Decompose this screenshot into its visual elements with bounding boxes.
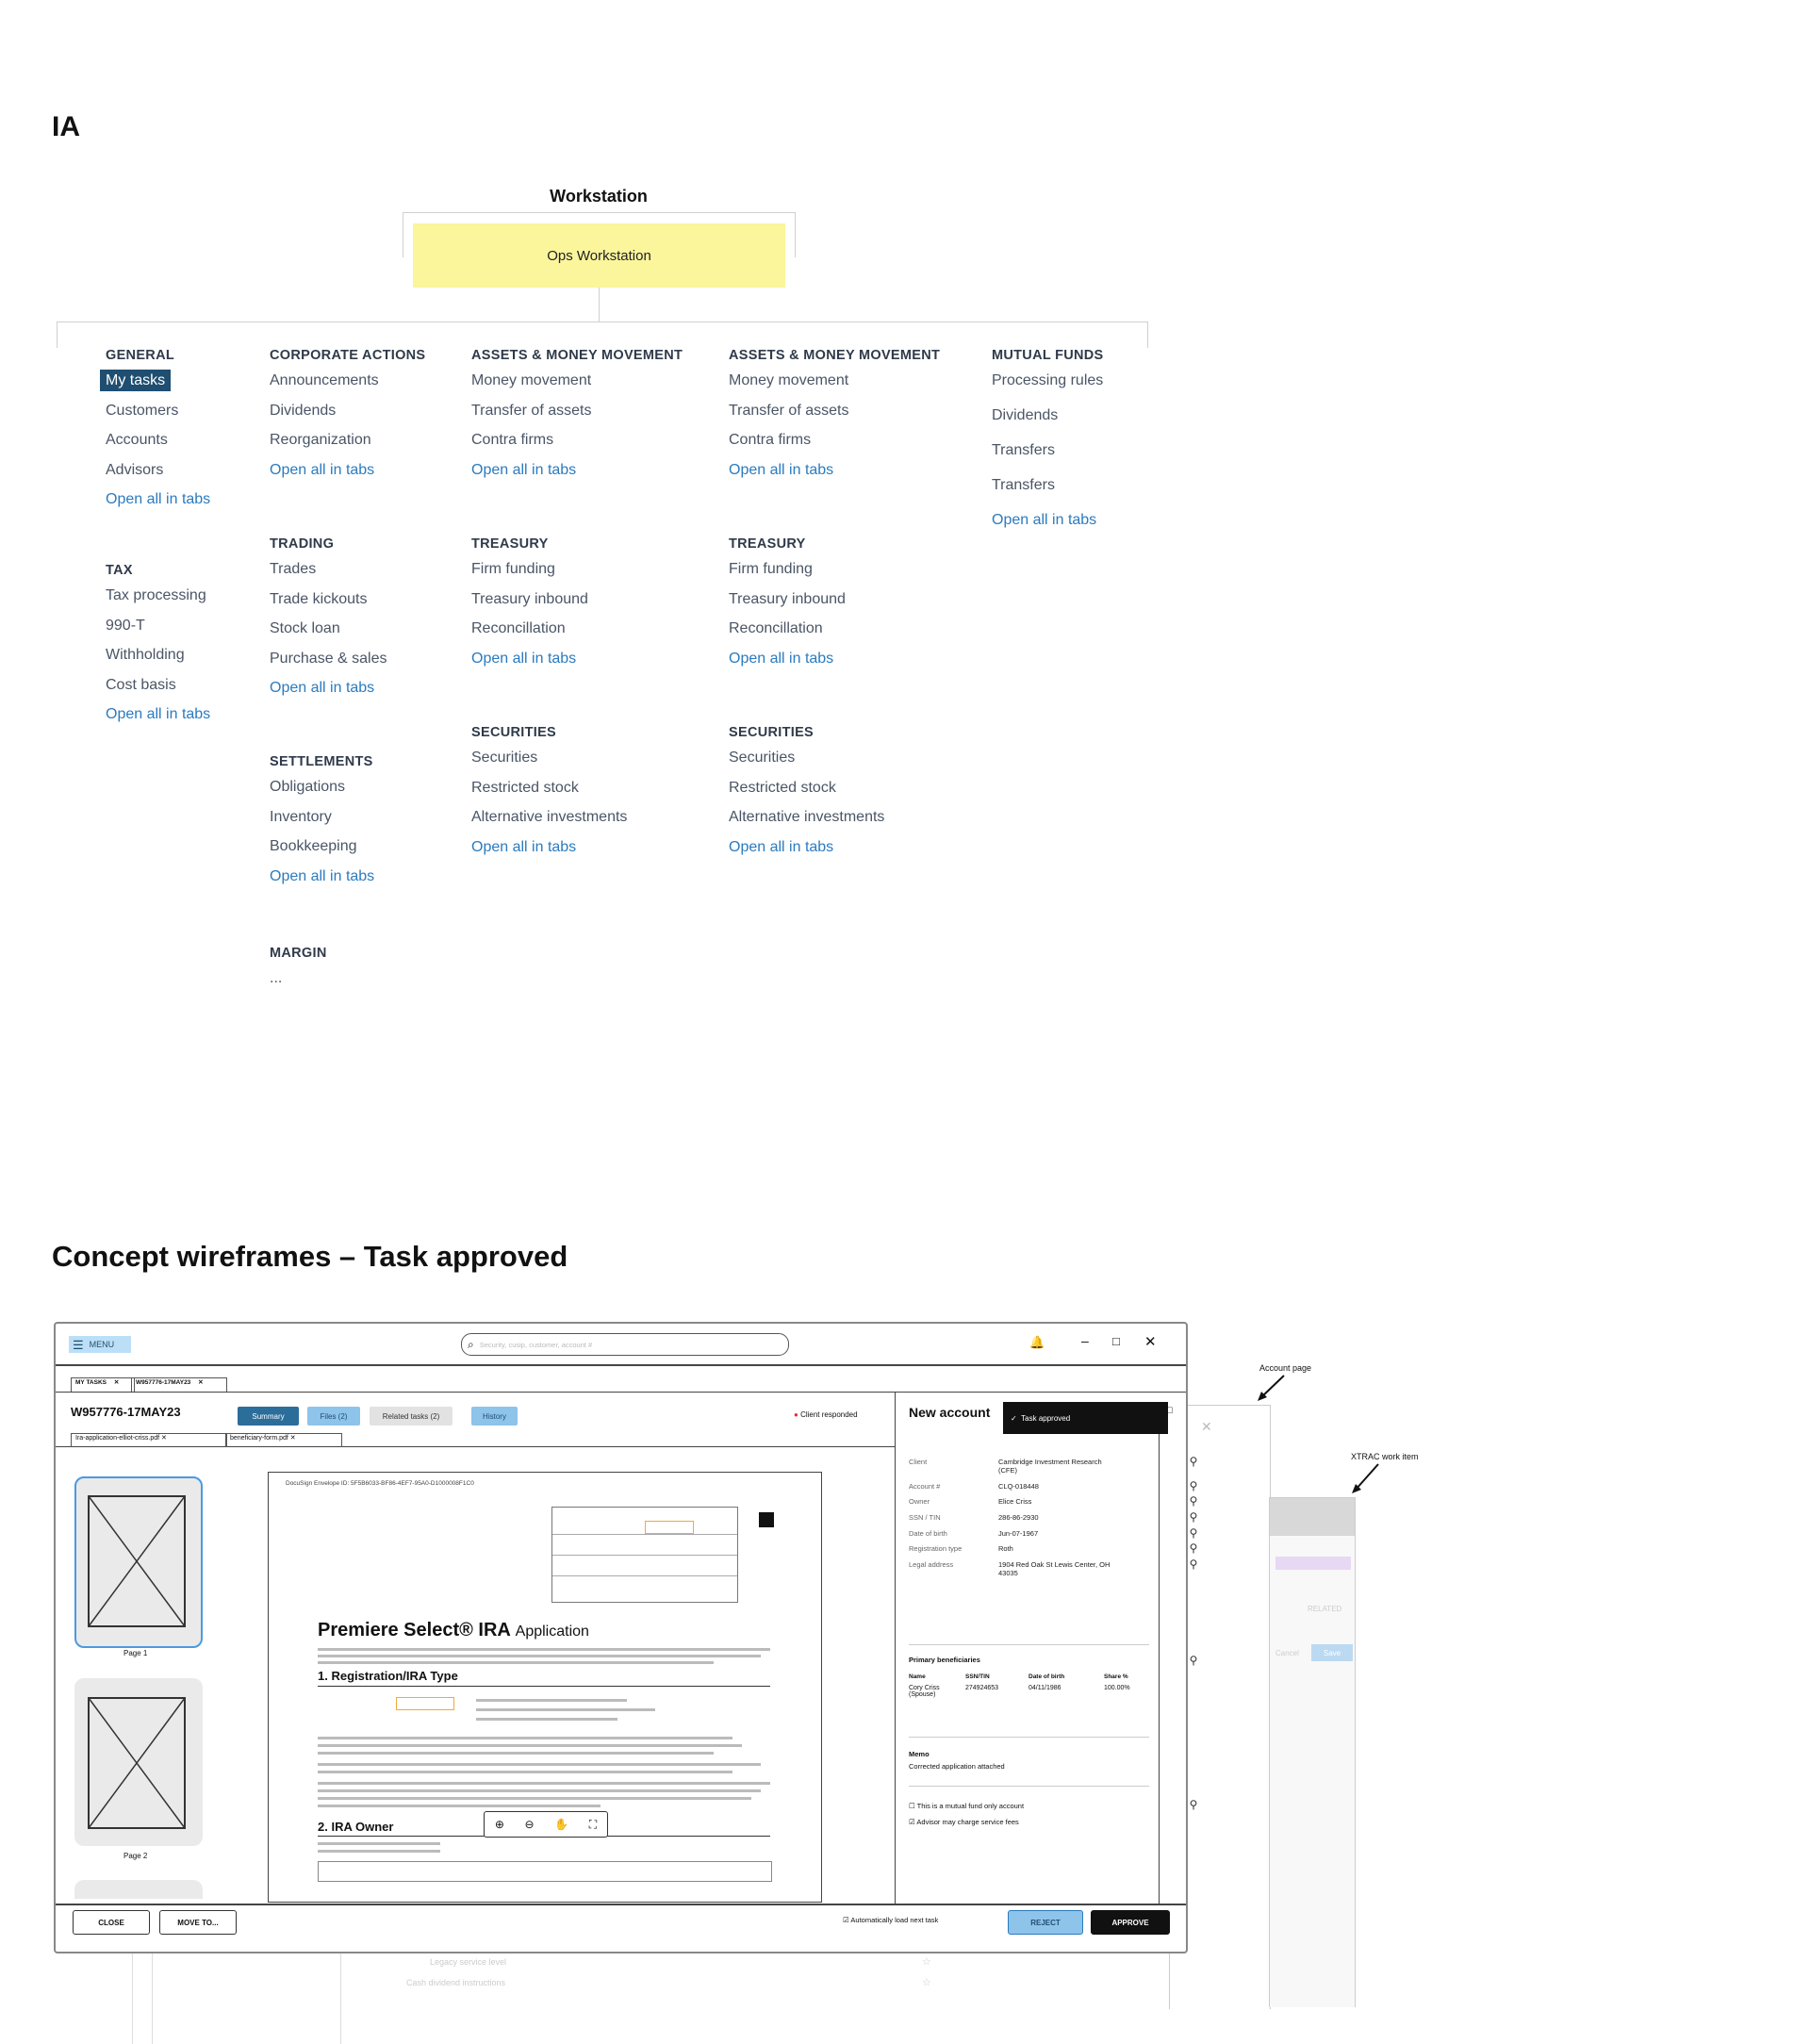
nav-item[interactable] <box>471 590 588 620</box>
nav-group-title: TREASURY <box>729 536 806 552</box>
ghost-list <box>132 1953 934 2044</box>
ghost-row-2: Cash dividend instructions <box>406 1978 506 1987</box>
reject-button[interactable]: REJECT <box>1008 1910 1083 1935</box>
nav-item[interactable] <box>270 837 374 867</box>
nav-item-label: Open all in tabs <box>106 706 211 722</box>
doc-qr-square <box>759 1512 774 1527</box>
page-thumb-2[interactable] <box>74 1678 203 1846</box>
open-all-tabs-link[interactable] <box>106 490 210 520</box>
search-input[interactable]: ⌕ Security, cusip, customer, account # <box>461 1333 789 1356</box>
field-value: Jun-07-1967 <box>998 1529 1039 1538</box>
approve-button[interactable]: APPROVE <box>1091 1910 1170 1935</box>
nav-item[interactable] <box>270 590 387 620</box>
nav-item-label: Open all in tabs <box>992 512 1097 528</box>
annotation-arrow-icon <box>1254 1373 1292 1403</box>
nav-item[interactable] <box>270 808 374 838</box>
connector-left-drop <box>57 321 58 348</box>
nav-item[interactable] <box>729 371 940 402</box>
search-icon: ⌕ <box>468 1337 474 1351</box>
open-all-tabs-link[interactable] <box>471 650 588 680</box>
nav-item-label: Open all in tabs <box>270 680 375 696</box>
nav-item-label: Processing rules <box>992 372 1104 388</box>
nav-item-label: Stock loan <box>270 620 340 636</box>
doc-section-1: 1. Registration/IRA Type <box>318 1669 458 1683</box>
field-value: 286-86-2930 <box>998 1513 1039 1522</box>
nav-item-label: Cost basis <box>106 676 176 693</box>
field-edit-icon[interactable]: ⚲ <box>1189 1558 1198 1571</box>
nav-group <box>471 725 627 867</box>
doc-office-box <box>551 1507 738 1603</box>
nav-item[interactable] <box>471 749 627 779</box>
nav-group-title: MUTUAL FUNDS <box>992 348 1104 363</box>
nav-item[interactable] <box>471 619 588 650</box>
open-all-tabs-link[interactable] <box>992 511 1104 546</box>
tab-summary[interactable]: Summary <box>238 1407 299 1426</box>
nav-item[interactable] <box>729 560 846 590</box>
nav-group <box>729 536 846 679</box>
nav-item-label: Money movement <box>471 372 592 388</box>
nav-group-title: SECURITIES <box>729 725 814 740</box>
wireframes-section-title: Concept wireframes – Task approved <box>52 1240 568 1273</box>
nav-item-label: Announcements <box>270 372 379 388</box>
field-value: Roth <box>998 1544 1013 1553</box>
task-id: W957776-17MAY23 <box>71 1405 181 1419</box>
nav-item[interactable] <box>106 586 210 617</box>
nav-group-title: TRADING <box>270 536 335 552</box>
nav-item-label: Restricted stock <box>729 779 836 796</box>
nav-item[interactable] <box>471 808 627 838</box>
ghost-save: Save <box>1311 1644 1353 1661</box>
ghost-tabs <box>1275 1557 1351 1570</box>
nav-group-title: TREASURY <box>471 536 549 552</box>
ops-workstation-node: Ops Workstation <box>413 223 785 288</box>
field-value: 1904 Red Oak St Lewis Center, OH 43035 <box>998 1560 1111 1577</box>
nav-item-label: Transfer of assets <box>471 402 592 419</box>
nav-item-label: Trades <box>270 561 317 577</box>
nav-item-label: Accounts <box>106 432 168 448</box>
panel-close-icon[interactable]: □ <box>1166 1405 1173 1416</box>
nav-item[interactable] <box>106 646 210 676</box>
nav-item[interactable] <box>471 431 683 461</box>
nav-item-label: Open all in tabs <box>471 461 577 478</box>
nav-item-label: Transfers <box>992 477 1055 493</box>
open-all-tabs-link[interactable] <box>270 679 387 709</box>
nav-group <box>270 754 374 897</box>
move-to-button[interactable]: MOVE TO... <box>159 1910 237 1935</box>
nav-item-label: Open all in tabs <box>729 650 834 667</box>
nav-group <box>471 348 683 490</box>
field-value: Elice Criss <box>998 1497 1032 1506</box>
nav-group-title: TAX <box>106 563 133 578</box>
nav-item-label: Advisors <box>106 461 164 478</box>
memo-text: Corrected application attached <box>909 1762 1005 1771</box>
field-value: CLQ-018448 <box>998 1482 1039 1491</box>
nav-item[interactable] <box>729 808 884 838</box>
status-dot-icon: ● <box>794 1410 798 1419</box>
nav-item[interactable] <box>270 650 387 680</box>
annotation-xtrac: XTRAC work item <box>1351 1452 1419 1461</box>
nav-item[interactable] <box>729 749 884 779</box>
nav-item-label: Reconcillation <box>729 620 823 636</box>
ghost-star-icon: ☆ <box>922 1956 931 1968</box>
field-edit-icon[interactable]: ⚲ <box>1189 1526 1198 1540</box>
nav-item[interactable] <box>729 590 846 620</box>
field-edit-icon[interactable]: ⚲ <box>1189 1494 1198 1508</box>
minimize-icon[interactable]: – <box>1081 1333 1089 1348</box>
nav-group-title: ASSETS & MONEY MOVEMENT <box>471 348 683 363</box>
doc-checkbox-highlight <box>396 1697 454 1710</box>
doc-title: Premiere Select® IRA Application <box>318 1620 589 1640</box>
nav-item-label: Firm funding <box>729 561 813 577</box>
nav-item-label: Customers <box>106 402 179 419</box>
nav-item[interactable] <box>270 371 425 402</box>
ghost-window-xtrac <box>1269 1497 1356 2007</box>
image-placeholder-icon <box>88 1697 186 1829</box>
nav-item[interactable] <box>270 402 425 432</box>
nav-item-label: Restricted stock <box>471 779 579 796</box>
ghost-row-1: Legacy service level <box>430 1957 507 1967</box>
nav-item[interactable] <box>992 476 1104 511</box>
tab-history[interactable]: History <box>471 1407 518 1426</box>
field-edit-icon[interactable]: ⚲ <box>1189 1455 1198 1468</box>
nav-item-label: Transfers <box>992 442 1055 458</box>
nav-group-title: GENERAL <box>106 348 174 363</box>
nav-item[interactable] <box>106 431 210 461</box>
nav-item-label: Withholding <box>106 647 185 663</box>
nav-item-label: Treasury inbound <box>471 590 588 607</box>
ia-section-title: IA <box>52 111 80 142</box>
nav-group <box>729 725 884 867</box>
pan-hand-icon[interactable]: ✋ <box>554 1818 569 1831</box>
nav-item-label: Open all in tabs <box>729 461 834 478</box>
field-label: Registration type <box>909 1544 963 1553</box>
nav-group-title: MARGIN <box>270 946 327 961</box>
close-icon[interactable]: ✕ <box>1144 1334 1157 1350</box>
field-label: Owner <box>909 1497 930 1506</box>
tab-files[interactable]: Files (2) <box>307 1407 360 1426</box>
nav-group <box>270 946 327 999</box>
fullscreen-icon[interactable]: ⛶ <box>588 1817 598 1831</box>
nav-item-label: Purchase & sales <box>270 650 387 667</box>
edit-beneficiaries-icon[interactable]: ⚲ <box>1189 1654 1198 1667</box>
open-all-tabs-link[interactable] <box>729 838 884 868</box>
nav-item-label: Transfer of assets <box>729 402 849 419</box>
nav-group <box>270 348 425 490</box>
nav-item[interactable] <box>729 431 940 461</box>
wireframe-window: ☰ MENU ⌕ Security, cusip, customer, account # 🔔 – □ ✕ MY TASKS ✕ W957776-17MAY23 ✕ W957776-17MAY23 Summary Files (2) Related tasks (2) History ● Client responded Ira-application-elliot-criss.pdf ✕ beneficiary-form.pdf ✕ Page 1 Page 2 DocuSign Envelope ID: 5F5B6033-BF86-4EF7-95A0-D1000008F1C0 Premiere Select® IRA Application 1. Registration/IRA Type 2. IRA Owner ⊕ ⊖ ✋ ⛶ New account ✓ Task approved □ Client Cambridge Investment Research (CFE) ⚲ Account # CLQ-018448 ⚲ Owner Elice Criss ⚲ SSN / TIN 286-86-2930 ⚲ Date of birth Jun-07-1967 ⚲ Registration type Roth ⚲ Legal address 1904 Red Oak St Lewis Center, OH 43035 ⚲ Primary beneficiaries ⚲ Name SSN/TIN Date of birth Share % Cory Criss (Spouse) 274924653 04/11/1986 100.00% Memo Corrected application attached ☐ This is a mutual fund only account ⚲ ☑ Advisor may charge service fees CLOSE MOVE TO... ☑ Automatically load next task REJECT APPROVE <box>54 1322 1188 1953</box>
nav-item-label: Open all in tabs <box>729 838 834 855</box>
tab-related-tasks[interactable]: Related tasks (2) <box>370 1407 452 1426</box>
nav-item[interactable] <box>270 431 425 461</box>
nav-group-title: ASSETS & MONEY MOVEMENT <box>729 348 941 363</box>
nav-item-label: 990-T <box>106 617 145 634</box>
nav-item-label: Reorganization <box>270 432 371 448</box>
nav-item[interactable] <box>471 371 683 402</box>
nav-item[interactable] <box>471 402 683 432</box>
nav-item[interactable] <box>270 619 387 650</box>
nav-item[interactable] <box>106 617 210 647</box>
zoom-in-icon[interactable]: ⊕ <box>494 1818 504 1831</box>
field-edit-icon[interactable]: ⚲ <box>1189 1479 1198 1492</box>
field-label: Date of birth <box>909 1529 947 1538</box>
open-all-tabs-link[interactable] <box>106 705 210 735</box>
nav-group <box>270 536 387 709</box>
open-all-tabs-link[interactable] <box>729 650 846 680</box>
nav-item-label: ... <box>270 970 283 986</box>
connector-horizontal <box>57 321 1147 322</box>
connector-vertical <box>599 288 600 321</box>
nav-item-label: Contra firms <box>471 432 554 448</box>
open-all-tabs-link[interactable] <box>729 461 940 491</box>
nav-item-label: Open all in tabs <box>106 491 211 507</box>
nav-item-label: Money movement <box>729 372 849 388</box>
nav-group <box>471 536 588 679</box>
nav-item-label: Open all in tabs <box>270 867 375 884</box>
auto-load-checkbox[interactable]: ☑ Automatically load next task <box>843 1916 939 1924</box>
maximize-icon[interactable]: □ <box>1112 1334 1120 1348</box>
nav-item-label: Dividends <box>270 402 337 419</box>
page-label-2: Page 2 <box>123 1852 148 1860</box>
nav-item[interactable] <box>270 778 374 808</box>
workstation-label: Workstation <box>550 187 648 206</box>
nav-group <box>729 348 940 490</box>
nav-item[interactable] <box>992 371 1104 406</box>
open-all-tabs-link[interactable] <box>270 867 374 898</box>
nav-item-label: Open all in tabs <box>471 838 577 855</box>
image-placeholder-icon <box>88 1495 186 1627</box>
tab-task[interactable]: W957776-17MAY23 ✕ <box>131 1377 227 1392</box>
connector-right-drop <box>1147 321 1148 348</box>
nav-item[interactable] <box>471 560 588 590</box>
nav-item[interactable] <box>471 779 627 809</box>
field-label: Client <box>909 1458 928 1466</box>
nav-item[interactable] <box>270 560 387 590</box>
nav-item-label: Treasury inbound <box>729 590 846 607</box>
nav-item[interactable] <box>106 461 210 491</box>
menu-button[interactable]: ☰ MENU <box>69 1336 131 1353</box>
nav-item[interactable] <box>729 619 846 650</box>
nav-item[interactable] <box>106 676 210 706</box>
nav-item-label: Obligations <box>270 779 346 795</box>
doc-section-2: 2. IRA Owner <box>318 1820 394 1834</box>
tab-my-tasks[interactable]: MY TASKS ✕ <box>71 1377 135 1392</box>
nav-item-label: Contra firms <box>729 432 812 448</box>
nav-item[interactable] <box>106 402 210 432</box>
beneficiaries-title: Primary beneficiaries <box>909 1656 980 1664</box>
nav-item-label: Tax processing <box>106 587 206 603</box>
file-tab-ira[interactable]: Ira-application-elliot-criss.pdf ✕ <box>71 1433 227 1447</box>
toast-task-approved: ✓ Task approved <box>1003 1402 1168 1434</box>
nav-item-label: Open all in tabs <box>270 461 375 478</box>
nav-item-label: Securities <box>471 750 538 766</box>
client-status: ● Client responded <box>794 1410 858 1419</box>
file-tab-beneficiary[interactable]: beneficiary-form.pdf ✕ <box>225 1433 342 1447</box>
nav-item-label: Dividends <box>992 407 1059 423</box>
doc-envelope-id: DocuSign Envelope ID: 5F5B6033-BF86-4EF7-95A0-D1000008F1C0 <box>286 1480 474 1487</box>
nav-group-title: CORPORATE ACTIONS <box>270 348 426 363</box>
check-icon: ✓ <box>1011 1413 1017 1423</box>
page-thumb-1[interactable] <box>74 1476 203 1648</box>
nav-group <box>106 563 210 735</box>
nav-group-title: SECURITIES <box>471 725 557 740</box>
nav-item-label: My tasks <box>100 370 171 391</box>
field-label: SSN / TIN <box>909 1513 941 1522</box>
ghost-star-icon-2: ☆ <box>922 1977 931 1988</box>
field-label: Legal address <box>909 1560 954 1569</box>
hamburger-icon: ☰ <box>73 1337 84 1352</box>
ghost-related: RELATED <box>1308 1605 1342 1613</box>
nav-item[interactable] <box>106 371 210 402</box>
ghost-toolbar <box>1270 1498 1355 1536</box>
nav-item-label: Alternative investments <box>729 809 885 825</box>
nav-item-label: Reconcillation <box>471 620 566 636</box>
nav-item[interactable] <box>729 779 884 809</box>
nav-item[interactable] <box>992 441 1104 476</box>
nav-item-label: Alternative investments <box>471 809 628 825</box>
nav-item-label: Trade kickouts <box>270 590 368 607</box>
panel-title: New account <box>909 1405 991 1420</box>
open-all-tabs-link[interactable] <box>270 461 425 491</box>
check-service-fees[interactable]: ☑ Advisor may charge service fees <box>909 1818 1019 1826</box>
nav-item-label: Securities <box>729 750 796 766</box>
check-mutual-fund[interactable]: ☐ This is a mutual fund only account <box>909 1802 1025 1810</box>
annotation-arrow-icon <box>1348 1461 1386 1495</box>
nav-item-label: Firm funding <box>471 561 555 577</box>
close-button[interactable]: CLOSE <box>73 1910 150 1935</box>
nav-item[interactable] <box>992 406 1104 441</box>
annotation-account-page: Account page <box>1259 1363 1312 1373</box>
ghost-cancel: Cancel <box>1275 1649 1299 1657</box>
open-all-tabs-link[interactable] <box>471 461 683 491</box>
field-value: Cambridge Investment Research (CFE) <box>998 1458 1102 1475</box>
memo-title: Memo <box>909 1750 930 1758</box>
field-label: Account # <box>909 1482 941 1491</box>
nav-group-title: SETTLEMENTS <box>270 754 373 769</box>
ghost-close-icon: ✕ <box>1201 1419 1212 1434</box>
nav-item-label: Inventory <box>270 808 332 825</box>
page-label-1: Page 1 <box>123 1649 148 1657</box>
doc-highlight <box>645 1521 694 1534</box>
edit-checks-icon[interactable]: ⚲ <box>1189 1798 1198 1811</box>
zoom-toolbar <box>484 1811 608 1838</box>
field-edit-icon[interactable]: ⚲ <box>1189 1510 1198 1524</box>
nav-group <box>106 348 210 520</box>
nav-item[interactable] <box>270 969 327 999</box>
nav-group <box>992 348 1104 546</box>
nav-item[interactable] <box>729 402 940 432</box>
field-edit-icon[interactable]: ⚲ <box>1189 1541 1198 1555</box>
nav-item-label: Bookkeeping <box>270 838 357 854</box>
notification-bell-icon[interactable]: 🔔 <box>1029 1335 1045 1349</box>
nav-item-label: Open all in tabs <box>471 650 577 667</box>
document-viewer[interactable] <box>268 1472 822 1903</box>
open-all-tabs-link[interactable] <box>471 838 627 868</box>
zoom-out-icon[interactable]: ⊖ <box>524 1818 535 1831</box>
